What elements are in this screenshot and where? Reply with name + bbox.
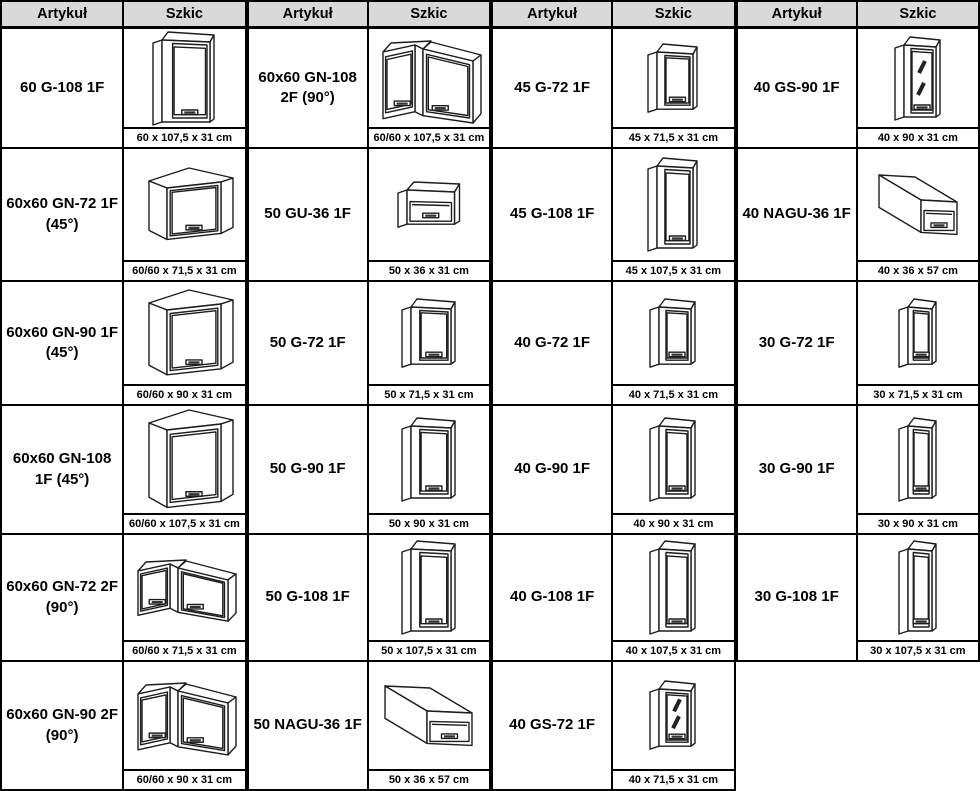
article-name-cell: 50 GU-36 1F — [247, 149, 369, 282]
article-name-cell: 50 G-108 1F — [247, 535, 369, 662]
dimensions-caption: 50 x 90 x 31 cm — [369, 513, 489, 533]
article-name-cell: 30 G-72 1F — [736, 282, 858, 406]
sketch-cell — [613, 29, 735, 149]
dimensions-caption: 50 x 107,5 x 31 cm — [369, 640, 489, 660]
sketch-area — [613, 662, 733, 769]
cabinet-sketch-corner45-icon — [133, 408, 236, 511]
column-header-artykul-3: Artykuł — [491, 2, 613, 29]
article-name-cell: 40 NAGU-36 1F — [736, 149, 858, 282]
article-name-cell: 45 G-108 1F — [491, 149, 613, 282]
sketch-area — [858, 535, 978, 640]
sketch-area — [124, 282, 244, 384]
cabinet-sketch-corner45-icon — [133, 166, 236, 243]
dimensions-caption: 50 x 36 x 31 cm — [369, 260, 489, 280]
article-name-cell: 60x60 GN-72 1F (45°) — [2, 149, 124, 282]
column-header-artykul-1: Artykuł — [2, 2, 124, 29]
empty-cell — [858, 662, 980, 791]
dimensions-caption: 40 x 107,5 x 31 cm — [613, 640, 733, 660]
cabinet-sketch-deep-icon — [381, 683, 476, 748]
cabinet-sketch-wall-icon — [151, 30, 217, 127]
dimensions-caption: 50 x 71,5 x 31 cm — [369, 384, 489, 404]
sketch-area — [124, 149, 244, 260]
dimensions-caption: 30 x 107,5 x 31 cm — [858, 640, 978, 660]
sketch-area — [369, 535, 489, 640]
article-name-cell: 30 G-90 1F — [736, 406, 858, 535]
dimensions-caption: 60/60 x 71,5 x 31 cm — [124, 260, 244, 280]
sketch-cell — [858, 282, 980, 406]
cabinet-sketch-corner90-icon — [130, 672, 238, 759]
sketch-area — [858, 282, 978, 384]
article-name-cell: 45 G-72 1F — [491, 29, 613, 149]
cabinet-sketch-wall-icon — [648, 297, 698, 369]
dimensions-caption: 40 x 90 x 31 cm — [613, 513, 733, 533]
dimensions-caption: 40 x 71,5 x 31 cm — [613, 769, 733, 789]
sketch-cell — [613, 149, 735, 282]
article-name-cell: 50 G-90 1F — [247, 406, 369, 535]
dimensions-caption: 45 x 107,5 x 31 cm — [613, 260, 733, 280]
sketch-area — [613, 535, 733, 640]
sketch-cell — [124, 282, 246, 406]
sketch-area — [369, 29, 489, 127]
dimensions-caption: 40 x 36 x 57 cm — [858, 260, 978, 280]
cabinet-sketch-wall-icon — [897, 416, 939, 503]
dimensions-caption: 40 x 71,5 x 31 cm — [613, 384, 733, 404]
sketch-area — [124, 662, 244, 769]
cabinet-sketch-wall-icon — [897, 539, 939, 636]
cabinet-sketch-wall-icon — [648, 416, 698, 503]
sketch-area — [369, 282, 489, 384]
article-name-cell: 40 G-90 1F — [491, 406, 613, 535]
sketch-area — [369, 662, 489, 769]
cabinet-sketch-corner90-icon — [375, 30, 483, 127]
sketch-cell — [858, 29, 980, 149]
dimensions-caption: 60/60 x 71,5 x 31 cm — [124, 640, 244, 660]
dimensions-caption: 60 x 107,5 x 31 cm — [124, 127, 244, 147]
article-name-cell: 60x60 GN-90 1F (45°) — [2, 282, 124, 406]
dimensions-caption: 30 x 90 x 31 cm — [858, 513, 978, 533]
sketch-cell — [369, 662, 491, 791]
article-name-cell: 40 GS-72 1F — [491, 662, 613, 791]
sketch-area — [858, 29, 978, 127]
cabinet-sketch-wall-icon — [646, 156, 700, 253]
sketch-area — [124, 29, 244, 127]
cabinet-sketch-wall-icon — [897, 297, 939, 369]
article-name-cell: 60x60 GN-90 2F (90°) — [2, 662, 124, 791]
article-name-cell: 40 G-72 1F — [491, 282, 613, 406]
sketch-cell — [124, 535, 246, 662]
sketch-area — [613, 29, 733, 127]
sketch-cell — [613, 662, 735, 791]
sketch-area — [369, 406, 489, 513]
column-header-artykul-4: Artykuł — [736, 2, 858, 29]
article-name-cell: 60x60 GN-108 2F (90°) — [247, 29, 369, 149]
cabinet-sketch-wall-icon — [400, 297, 458, 369]
column-header-artykul-2: Artykuł — [247, 2, 369, 29]
sketch-cell — [613, 282, 735, 406]
article-name-cell: 60x60 GN-108 1F (45°) — [2, 406, 124, 535]
sketch-area — [124, 535, 244, 640]
sketch-cell — [369, 535, 491, 662]
sketch-cell — [369, 149, 491, 282]
sketch-area — [369, 149, 489, 260]
article-name-cell: 60 G-108 1F — [2, 29, 124, 149]
sketch-area — [858, 406, 978, 513]
cabinet-sketch-wall-icon — [400, 416, 458, 503]
empty-cell — [736, 662, 858, 791]
sketch-cell — [124, 406, 246, 535]
column-header-szkic-2: Szkic — [369, 2, 491, 29]
sketch-cell — [124, 29, 246, 149]
dimensions-caption: 45 x 71,5 x 31 cm — [613, 127, 733, 147]
sketch-cell — [858, 406, 980, 535]
sketch-cell — [369, 29, 491, 149]
article-name-cell: 40 G-108 1F — [491, 535, 613, 662]
sketch-area — [124, 406, 244, 513]
sketch-cell — [613, 535, 735, 662]
sketch-cell — [858, 535, 980, 662]
sketch-cell — [124, 149, 246, 282]
cabinet-sketch-deep-icon — [875, 172, 961, 237]
dimensions-caption: 60/60 x 107,5 x 31 cm — [124, 513, 244, 533]
cabinet-sketch-corner90-icon — [130, 549, 238, 625]
cabinet-sketch-wall-glass-icon — [648, 679, 698, 751]
column-header-szkic-1: Szkic — [124, 2, 246, 29]
sketch-area — [613, 282, 733, 384]
article-name-cell: 30 G-108 1F — [736, 535, 858, 662]
column-header-szkic-3: Szkic — [613, 2, 735, 29]
dimensions-caption: 40 x 90 x 31 cm — [858, 127, 978, 147]
article-name-cell: 40 GS-90 1F — [736, 29, 858, 149]
sketch-area — [613, 406, 733, 513]
dimensions-caption: 50 x 36 x 57 cm — [369, 769, 489, 789]
sketch-cell — [124, 662, 246, 791]
sketch-cell — [369, 406, 491, 535]
cabinet-sketch-flipup-icon — [396, 180, 463, 229]
cabinet-sketch-wall-glass-icon — [893, 35, 943, 122]
cabinet-sketch-corner45-icon — [133, 288, 236, 379]
cabinet-sketch-wall-icon — [646, 42, 700, 114]
sketch-cell — [858, 149, 980, 282]
sketch-cell — [613, 406, 735, 535]
article-name-cell: 50 G-72 1F — [247, 282, 369, 406]
sketch-cell — [369, 282, 491, 406]
dimensions-caption: 60/60 x 90 x 31 cm — [124, 384, 244, 404]
article-name-cell: 50 NAGU-36 1F — [247, 662, 369, 791]
dimensions-caption: 60/60 x 107,5 x 31 cm — [369, 127, 489, 147]
dimensions-caption: 30 x 71,5 x 31 cm — [858, 384, 978, 404]
cabinet-sketch-wall-icon — [648, 539, 698, 636]
sketch-area — [613, 149, 733, 260]
article-name-cell: 60x60 GN-72 2F (90°) — [2, 535, 124, 662]
sketch-area — [858, 149, 978, 260]
column-header-szkic-4: Szkic — [858, 2, 980, 29]
cabinet-sketch-wall-icon — [400, 539, 458, 636]
dimensions-caption: 60/60 x 90 x 31 cm — [124, 769, 244, 789]
